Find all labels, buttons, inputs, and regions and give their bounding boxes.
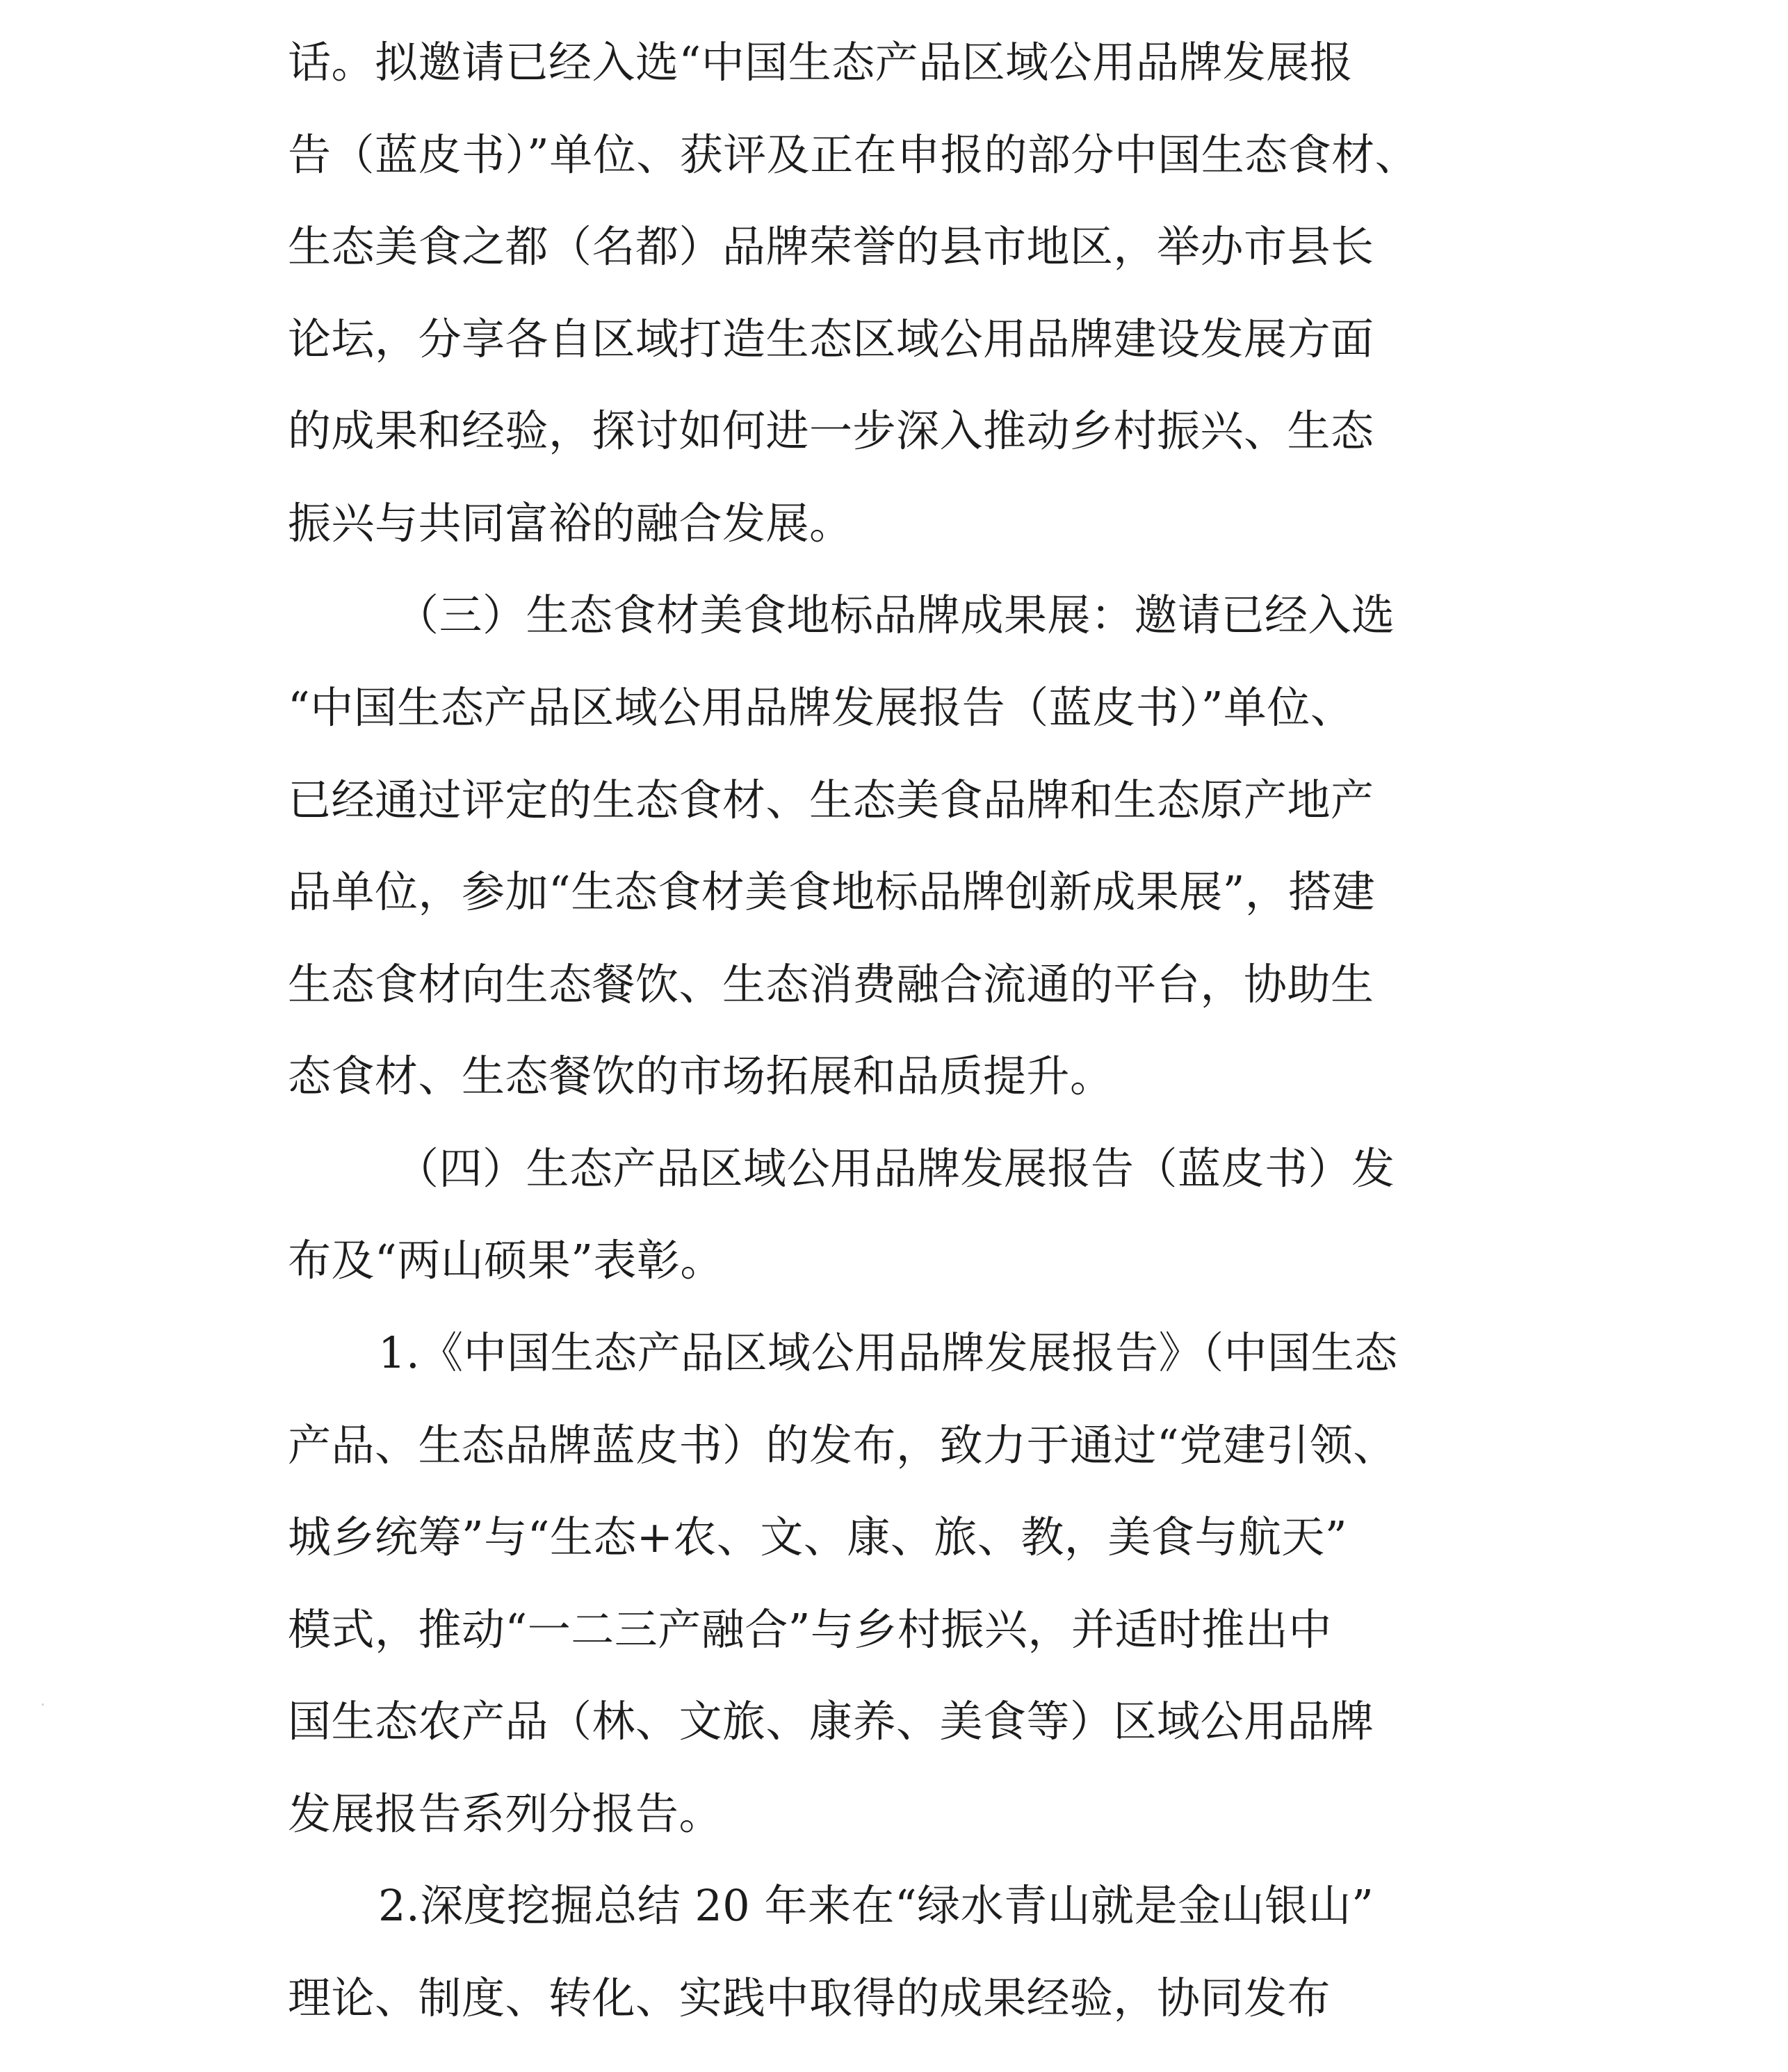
text-line: 城乡统筹”与“生态+农、文、康、旅、教，美食与航天”	[288, 1512, 1348, 1562]
scan-speck	[42, 1703, 44, 1706]
text-line: 生态美食之都（名都）品牌荣誉的县市地区，举办市县长	[288, 221, 1374, 272]
text-line: 生态食材向生态餐饮、生态消费融合流通的平台，协助生	[288, 959, 1374, 1010]
text-line: 模式，推动“一二三产融合”与乡村振兴，并适时推出中	[288, 1604, 1332, 1655]
text-line: 话。拟邀请已经入选“中国生态产品区域公用品牌发展报	[288, 37, 1354, 88]
text-line: 振兴与共同富裕的融合发展。	[288, 498, 853, 549]
text-line: “中国生态产品区域公用品牌发展报告（蓝皮书）”单位、	[288, 682, 1354, 733]
text-line: 产品、生态品牌蓝皮书）的发布，致力于通过“党建引领、	[288, 1420, 1397, 1471]
text-line: 已经通过评定的生态食材、生态美食品牌和生态原产地产	[288, 775, 1374, 825]
section-heading-line: （三）生态食材美食地标品牌成果展：邀请已经入选	[396, 590, 1395, 640]
numbered-item-line: 2.深度挖掘总结 20 年来在“绿水青山就是金山银山”	[378, 1880, 1374, 1931]
section-heading-line: （四）生态产品区域公用品牌发展报告（蓝皮书）发	[396, 1143, 1395, 1194]
text-line: 的成果和经验，探讨如何进一步深入推动乡村振兴、生态	[288, 405, 1374, 456]
text-line: 国生态农产品（林、文旅、康养、美食等）区域公用品牌	[288, 1696, 1374, 1747]
text-line: 论坛，分享各自区域打造生态区域公用品牌建设发展方面	[288, 314, 1374, 364]
numbered-item-line: 1.《中国生态产品区域公用品牌发展报告》（中国生态	[378, 1327, 1398, 1378]
text-line: 理论、制度、转化、实践中取得的成果经验，协同发布	[288, 1973, 1331, 2023]
text-line: 品单位，参加“生态食材美食地标品牌创新成果展”，搭建	[288, 866, 1376, 917]
text-line: 态食材、生态餐饮的市场拓展和品质提升。	[288, 1051, 1114, 1101]
text-line: 发展报告系列分报告。	[288, 1788, 723, 1839]
text-line: 告（蓝皮书）”单位、获评及正在申报的部分中国生态食材、	[288, 129, 1419, 180]
text-line: 布及“两山硕果”表彰。	[288, 1235, 724, 1286]
